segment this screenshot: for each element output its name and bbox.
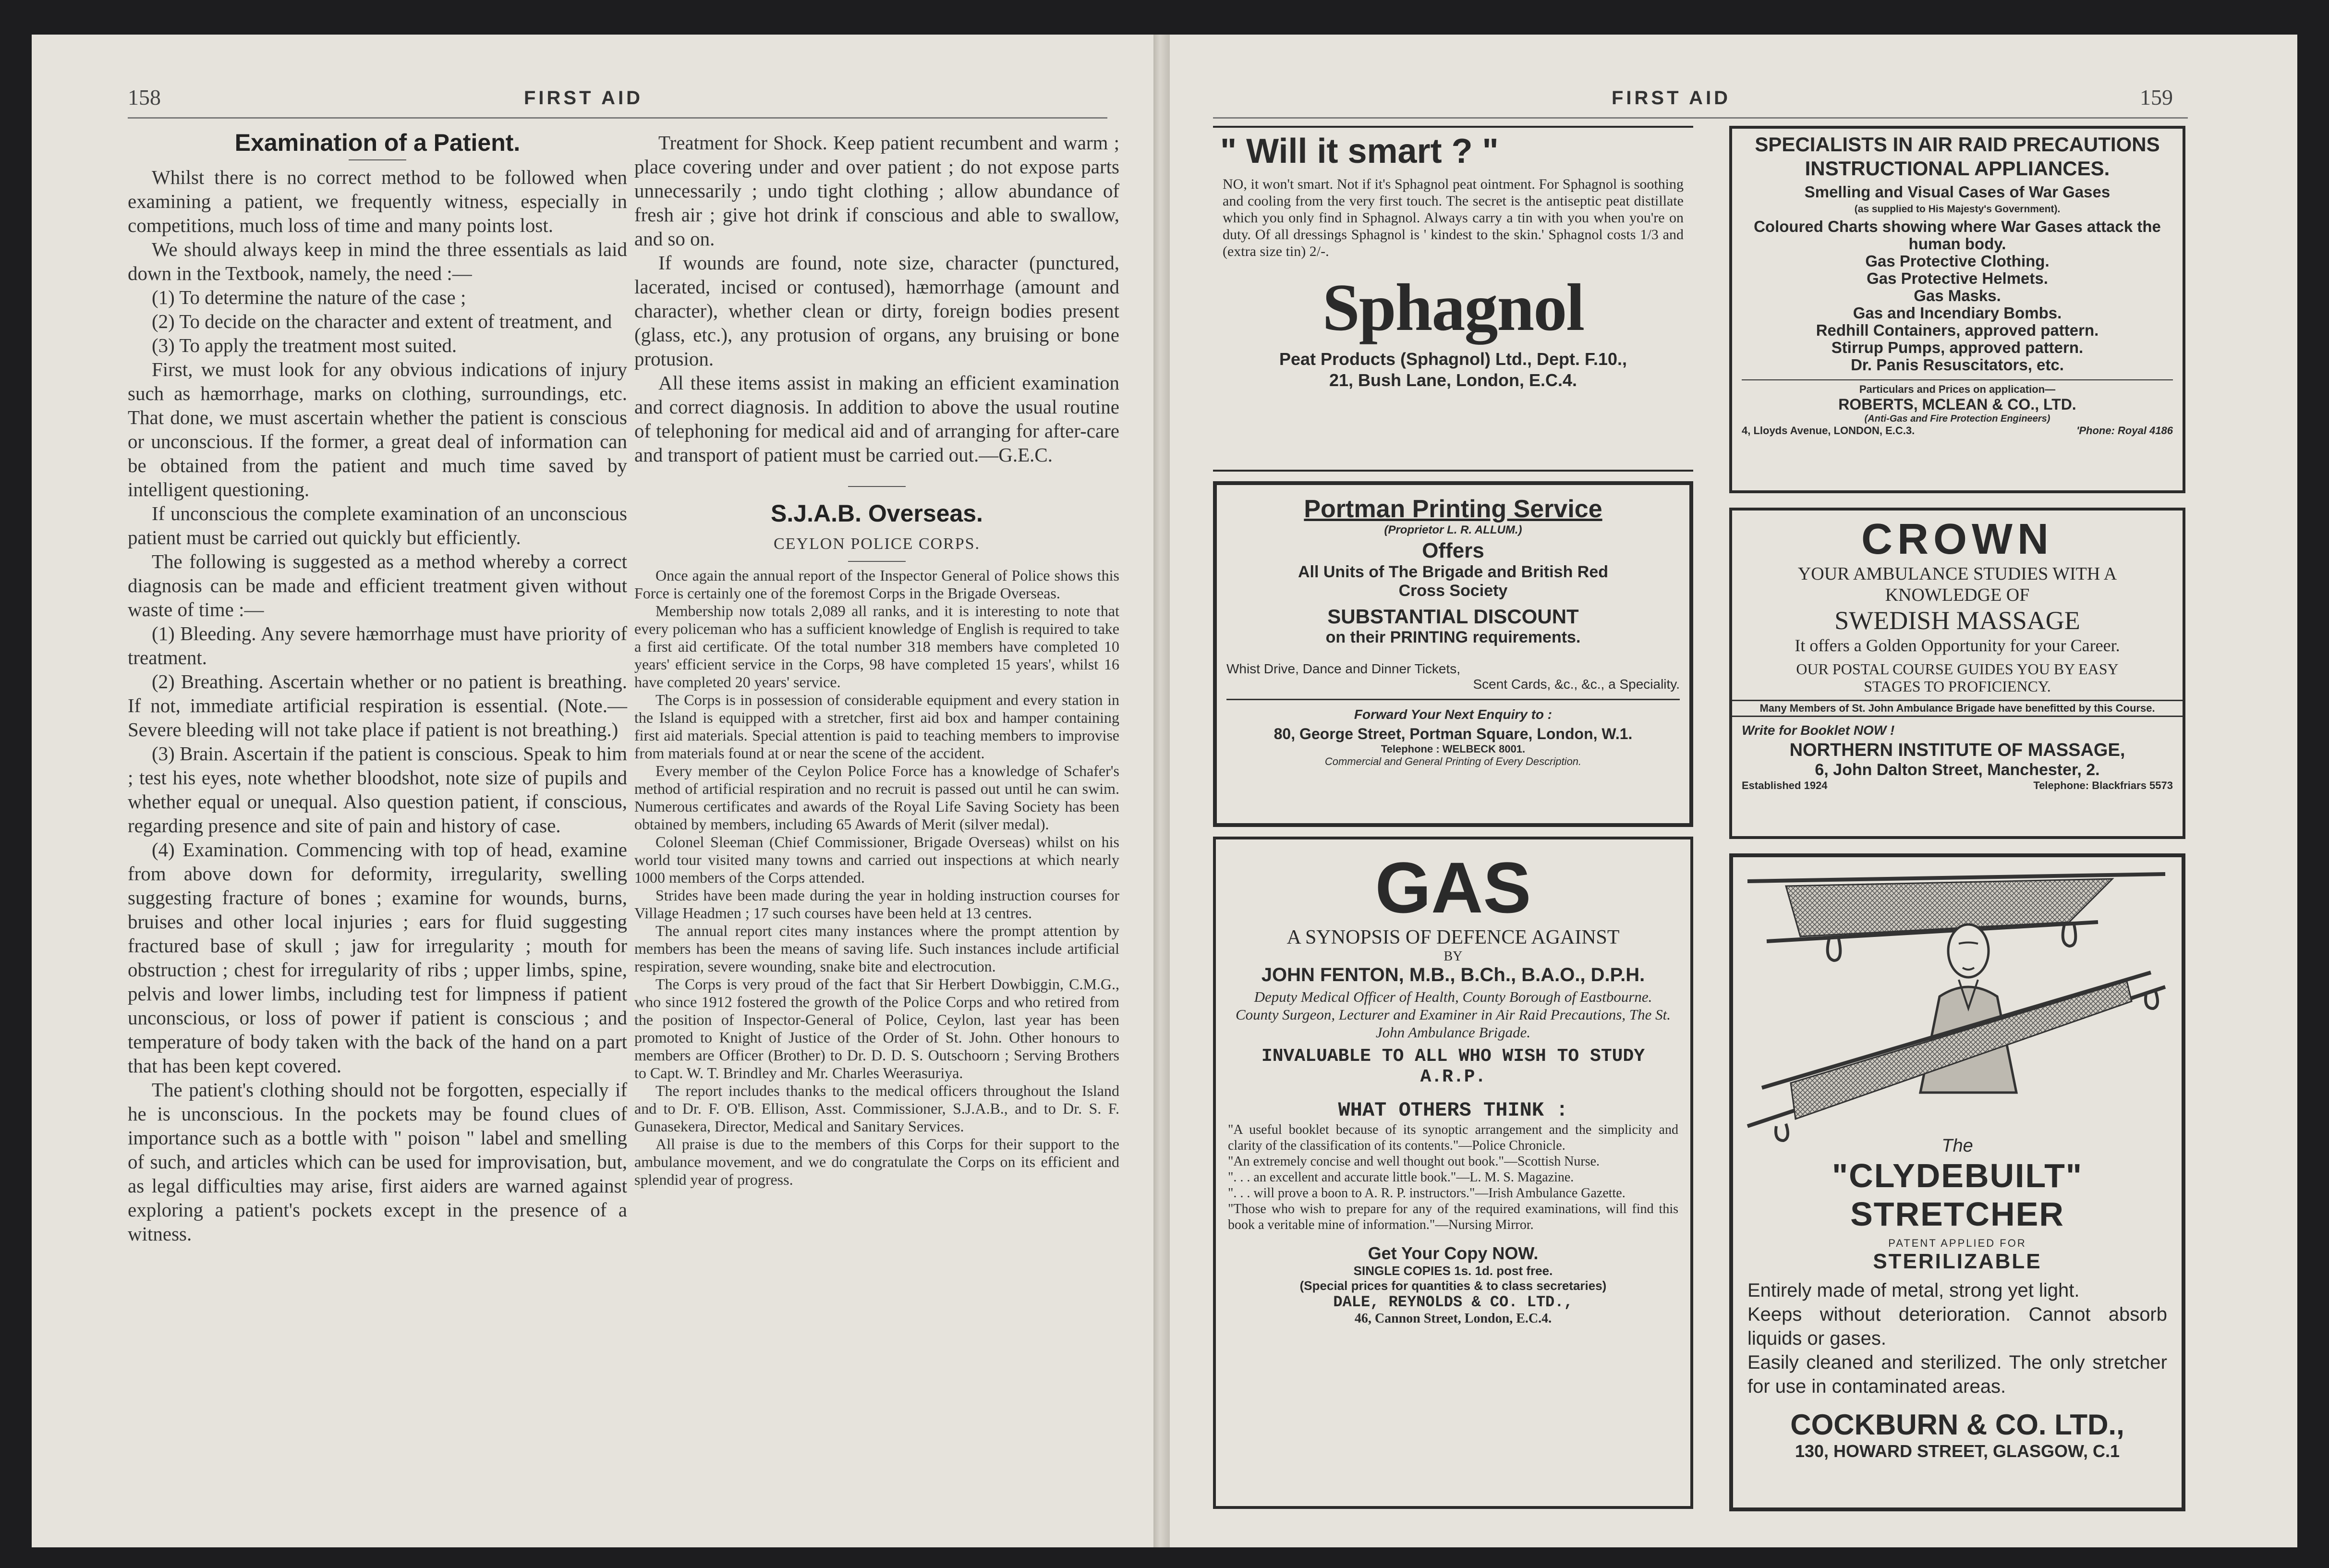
gas-title: GAS [1375, 847, 1531, 928]
arp-item: Dr. Panis Resuscitators, etc. [1851, 356, 2064, 374]
running-head-right: FIRST AID [1612, 87, 1731, 109]
gas-publisher: DALE, REYNOLDS & CO. LTD., [1333, 1293, 1573, 1311]
running-head-left: FIRST AID [524, 87, 643, 109]
stretcher-body-1: Entirely made of metal, strong yet light. [1747, 1280, 2080, 1301]
paragraph: Membership now totals 2,089 all ranks, and it is interesting to note that every policeman who has a sufficient knowledge of English is required to take a first aid certificate. Of the total number 318 members have completed 10 years' efficient service in the Corps, 98 have completed 15 years', whilst 16 have completed 20 years' service. [634, 602, 1119, 691]
stretcher-address: 130, HOWARD STREET, GLASGOW, C.1 [1795, 1441, 2120, 1461]
gas-what-others: WHAT OTHERS THINK : [1338, 1099, 1568, 1122]
portman-forward: Forward Your Next Enquiry to : [1354, 707, 1553, 722]
left-column-1 [128, 131, 627, 1246]
paragraph: If wounds are found, note size, character (punctured, lacerated, incised or contused), hæmorrhage (amount and character), whether clean or dirty, foreign bodies present (glass, etc.), any protusion of organs, any bruising or bone protusion. [634, 252, 1119, 370]
crown-footer [1732, 779, 2183, 792]
arp-phone: 'Phone: Royal 4186 [2076, 425, 2173, 437]
paragraph: If unconscious the complete examination of an unconscious patient must be carried out quickly but efficiently. [128, 502, 627, 548]
left-page [32, 35, 1153, 1547]
portman-tickets-2: Scent Cards, &c., &c., a Speciality. [1473, 677, 1680, 692]
arp-footer [1732, 425, 2183, 437]
crown-massage: SWEDISH MASSAGE [1834, 606, 2080, 635]
arp-item: Gas Masks. [1914, 287, 2001, 304]
paragraph: Once again the annual report of the Inspector General of Police shows this Force is certainly one of the foremost Corps in the Brigade Overseas. [634, 567, 1119, 602]
paragraph: (2) Breathing. Ascertain whether or no patient is breathing. If not, immediate artificial respiration is essential. (Note.—Severe bleeding will not take place if patient is not breathing.) [128, 670, 627, 741]
article-title: S.J.A.B. Overseas. [771, 500, 983, 527]
arp-address: 4, Lloyds Avenue, LONDON, E.C.3. [1742, 425, 1915, 437]
portman-ad [1213, 481, 1693, 827]
paragraph: The Corps is very proud of the fact that Sir Herbert Dowbiggin, C.M.G., who since 1912 fostered the growth of the Police Corps and who retired from the position of Inspector-General of Police, Ceylon, last year has been promoted to Knight of Justice of the Order of St. John. Other honours to members are Officer (Brother) to Dr. D. D. S. Outschoorn ; Serving Brothers to Capt. W. T. Brindley and Mr. Charles Weerasuriya. [634, 975, 1119, 1082]
stretcher-company: COCKBURN & CO. LTD., [1790, 1409, 2124, 1441]
arp-item: Coloured Charts showing where War Gases attack the human body. [1754, 218, 2161, 253]
arp-company: ROBERTS, MCLEAN & CO., LTD. [1838, 396, 2076, 413]
gas-credentials: Deputy Medical Officer of Health, County Borough of Eastbourne. County Surgeon, Lecturer and Examiner in Air Raid Precautions, The St. John Ambulance Brigade. [1235, 988, 1671, 1041]
paragraph: (4) Examination. Commencing with top of head, examine from above down for deformity, irregularity, swelling suggesting fracture of bones ; examine for wounds, burns, bruises and other local injuries ; ears for fluid suggesting fractured base of skull ; jaw for irregularity ; mouth for obstruction ; chest for irregularity of ribs ; upper limbs, spine, pelvis and lower limbs, including test for limpness if patient unconscious, or loss of power if patient is conscious ; and temperature of body taken with the back of the hand on a part that has been kept covered. [128, 839, 627, 1077]
gas-quote: ". . . an excellent and accurate little book."—L. M. S. Magazine. [1228, 1170, 1574, 1185]
paragraph: The following is suggested as a method whereby a correct diagnosis can be made and efficient treatment given without waste of time :— [128, 550, 627, 620]
gas-get-copy: Get Your Copy NOW. [1368, 1243, 1539, 1263]
paragraph: (3) Brain. Ascertain if the patient is conscious. Speak to him ; test his eyes, note whether bloodshot, note size of pupils and whether equal or unequal. Also question patient, if conscious, regarding presence and site of pain and history of case. [128, 742, 627, 837]
crown-members: Many Members of St. John Ambulance Brigade have benefitted by this Course. [1732, 700, 2183, 717]
paragraph: The report includes thanks to the medical officers throughout the Island and to Dr. F. O'B. Ellison, Asst. Commissioner, S.J.A.B., and to Dr. S. F. Gunasekera, Director, Medical and Sanitary Services. [634, 1082, 1119, 1135]
paragraph: The Corps is in possession of considerable equipment and every station in the Island is equipped with a stretcher, first aid box and hamper containing first aid materials. Special attention is paid to teaching members to improvise from materials found at or near the scene of the accident. [634, 691, 1119, 762]
gas-invaluable: INVALUABLE TO ALL WHO WISH TO STUDY A.R.P. [1261, 1046, 1645, 1087]
arp-item: Gas and Incendiary Bombs. [1853, 304, 2062, 322]
portman-title: Portman Printing Service [1304, 495, 1602, 523]
crown-line-1: YOUR AMBULANCE STUDIES WITH A KNOWLEDGE OF [1797, 564, 2117, 605]
clydebuilt-stretcher-ad [1729, 853, 2185, 1511]
gas-quotes [1216, 1122, 1690, 1233]
sphagnol-body: NO, it won't smart. Not if it's Sphagnol peat ointment. For Sphagnol is soothing and cooling from the very first touch. The secret is the antiseptic peat distillate which you only find in Sphagnol. Always carry a tin with you when you're on duty. Of all dressings Sphagnol is ' kindest to the skin.' Sphagnol costs 1/3 and (extra size tin) 2/-. [1223, 176, 1684, 259]
portman-telephone: Telephone : WELBECK 8001. [1381, 743, 1526, 755]
paragraph: Colonel Sleeman (Chief Commissioner, Brigade Overseas) whilst on his world tour visited many towns and carried out inspections at which nearly 1000 members of the Corps attended. [634, 833, 1119, 886]
article-subtitle: CEYLON POLICE CORPS. [773, 535, 981, 553]
stretcher-the: The [1941, 1136, 1973, 1156]
right-page [1170, 35, 2297, 1547]
arp-item: Stirrup Pumps, approved pattern. [1831, 339, 2084, 356]
crown-line-2: It offers a Golden Opportunity for your Career. [1795, 636, 2120, 655]
arp-appliances-ad [1729, 126, 2185, 493]
portman-tickets-1: Whist Drive, Dance and Dinner Tickets, [1226, 661, 1461, 676]
crown-address: 6, John Dalton Street, Manchester, 2. [1815, 761, 2100, 779]
arp-list [1732, 183, 2183, 374]
arp-item: (as supplied to His Majesty's Government). [1854, 204, 2061, 215]
paragraph: We should always keep in mind the three essentials as laid down in the Textbook, namely, the need :— [128, 238, 627, 284]
gas-subtitle: A SYNOPSIS OF DEFENCE AGAINST [1286, 926, 1620, 948]
gas-quote: "A useful booklet because of its synoptic arrangement and the simplicity and clarity of the classification of its contents."—Police Chronicle. [1228, 1122, 1678, 1153]
paragraph: Strides have been made during the year in holding instruction courses for Village Headmen ; 17 such courses have been held at 13 centres. [634, 887, 1119, 922]
list-item: (3) To apply the treatment most suited. [152, 334, 457, 356]
arp-title: SPECIALISTS IN AIR RAID PRECAUTIONS INSTRUCTIONAL APPLIANCES. [1755, 133, 2160, 180]
stretcher-illustration [1733, 857, 2182, 1145]
stretcher-body-2: Keeps without deterioration. Cannot absorb liquids or gases. [1747, 1304, 2167, 1349]
crown-line-3: OUR POSTAL COURSE GUIDES YOU BY EASY STAGES TO PROFICIENCY. [1796, 660, 2119, 695]
page-number-right: 159 [2140, 85, 2173, 109]
arp-engineers: (Anti-Gas and Fire Protection Engineers) [1864, 413, 2050, 424]
arp-rule [1742, 379, 2173, 380]
portman-address: 80, George Street, Portman Square, London, W.1. [1274, 725, 1633, 742]
paragraph: First, we must look for any obvious indications of injury such as hæmorrhage, marks on clothing, surroundings, etc. That done, we must ascertain whether the patient is conscious or unconscious. If the former, a great deal of information can be obtained from the patient and much time saved by intelligent questioning. [128, 358, 627, 500]
section-divider [848, 486, 906, 487]
list-item: (2) To decide on the character and extent of treatment, and [152, 310, 612, 332]
paragraph: All praise is due to the members of this Corps for their support to the ambulance movement, and we do congratulate the Corps on its efficient and splendid year of progress. [634, 1135, 1119, 1188]
crown-institute: NORTHERN INSTITUTE OF MASSAGE, [1789, 740, 2125, 760]
crown-title: CROWN [1861, 515, 2053, 563]
portman-rule [1226, 699, 1680, 700]
sphagnol-address-1: Peat Products (Sphagnol) Ltd., Dept. F.10., [1279, 349, 1627, 369]
stretcher-name: "CLYDEBUILT" STRETCHER [1832, 1157, 2083, 1233]
stretcher-sterilizable: STERILIZABLE [1873, 1250, 2042, 1273]
gas-special-prices: (Special prices for quantities & to class secretaries) [1299, 1278, 1607, 1293]
header-rule [128, 117, 1107, 119]
portman-offers: Offers [1422, 539, 1484, 562]
paragraph: Every member of the Ceylon Police Force has a knowledge of Schafer's method of artificial respiration and no recruit is passed out until he can swim. Numerous certificates and awards of the Royal Life Saving Society has been obtained by members, including 65 Awards of Merit (silver medal). [634, 762, 1119, 833]
paragraph: The patient's clothing should not be forgotten, especially if he is unconscious. In the pockets may be found clues of importance such as a bottle with " poison " label and smelling of such, and articles which can be used for improvisation, but, as legal difficulties may arise, first aiders are warned against exploring a patient's pockets except in the presence of a witness. [128, 1079, 627, 1245]
left-column-2 [634, 131, 1119, 1189]
paragraph: All these items assist in making an efficient examination and correct diagnosis. In addition to above the usual routine of telephoning for medical aid and of arranging for after-care and transport of patient must be carried out.—G.E.C. [634, 372, 1119, 466]
paragraph: The annual report cites many instances where the prompt attention by members has been the means of saving life. Such instances include artificial respiration, severe wounding, snake bite and electrocution. [634, 922, 1119, 975]
paragraph: Treatment for Shock. Keep patient recumbent and warm ; place covering under and over patient ; do not expose parts unnecessarily ; undo tight clothing ; allow abundance of fresh air ; give hot drink if conscious and able to swallow, and so on. [634, 132, 1119, 250]
title-rule [349, 159, 406, 160]
book-gutter [1153, 35, 1170, 1547]
sphagnol-address-2: 21, Bush Lane, London, E.C.4. [1329, 370, 1577, 390]
stretcher-patent: PATENT APPLIED FOR [1888, 1237, 2026, 1249]
sphagnol-headline: " Will it smart ? " [1220, 132, 1499, 170]
stretcher-body [1733, 1274, 2182, 1398]
arp-item: Gas Protective Helmets. [1867, 269, 2048, 287]
list-item: (1) To determine the nature of the case ; [152, 286, 466, 308]
subtitle-rule [848, 561, 906, 562]
portman-on-printing: on their PRINTING requirements. [1325, 628, 1581, 646]
portman-commercial: Commercial and General Printing of Every Description. [1324, 755, 1582, 767]
crown-write: Write for Booklet NOW ! [1742, 723, 1895, 738]
header-rule [1213, 117, 2188, 119]
crown-massage-ad [1729, 508, 2185, 839]
gas-quote: "An extremely concise and well thought out book."—Scottish Nurse. [1228, 1154, 1600, 1169]
stretcher-body-3: Easily cleaned and sterilized. The only stretcher for use in contaminated areas. [1747, 1352, 2167, 1397]
crown-established: Established 1924 [1742, 779, 1828, 791]
gas-single-copies: SINGLE COPIES 1s. 1d. post free. [1353, 1264, 1553, 1278]
paragraph: (1) Bleeding. Any severe hæmorrhage must have priority of treatment. [128, 622, 627, 669]
paragraph: Whilst there is no correct method to be followed when examining a patient, we frequently witness, especially in competitions, much loss of time and many points lost. [128, 166, 627, 236]
article-title: Examination of a Patient. [234, 129, 521, 156]
sphagnol-ad [1213, 126, 1693, 472]
arp-item: Redhill Containers, approved pattern. [1816, 321, 2099, 339]
arp-particulars: Particulars and Prices on application— [1859, 383, 2056, 395]
portman-units: All Units of The Brigade and British Red Cross Society [1298, 563, 1609, 600]
article-body [634, 567, 1119, 1189]
gas-quote: "Those who wish to prepare for any of the required examinations, will find this book a veritable mine of information."—Nursing Mirror. [1228, 1202, 1678, 1232]
gas-author: JOHN FENTON, M.B., B.Ch., B.A.O., D.P.H. [1261, 964, 1645, 985]
portman-discount: SUBSTANTIAL DISCOUNT [1327, 605, 1579, 628]
arp-item: Smelling and Visual Cases of War Gases [1804, 183, 2111, 201]
gas-by: BY [1443, 949, 1463, 964]
sphagnol-logo: Sphagnol [1322, 270, 1584, 345]
page-number-left: 158 [128, 85, 161, 109]
crown-telephone: Telephone: Blackfriars 5573 [2033, 779, 2173, 791]
arp-item: Gas Protective Clothing. [1865, 252, 2050, 270]
gas-publisher-address: 46, Cannon Street, London, E.C.4. [1354, 1311, 1552, 1326]
portman-proprietor: (Proprietor L. R. ALLUM.) [1384, 523, 1522, 536]
gas-book-ad [1213, 837, 1693, 1509]
gas-quote: ". . . will prove a boon to A. R. P. instructors."—Irish Ambulance Gazette. [1228, 1186, 1625, 1201]
